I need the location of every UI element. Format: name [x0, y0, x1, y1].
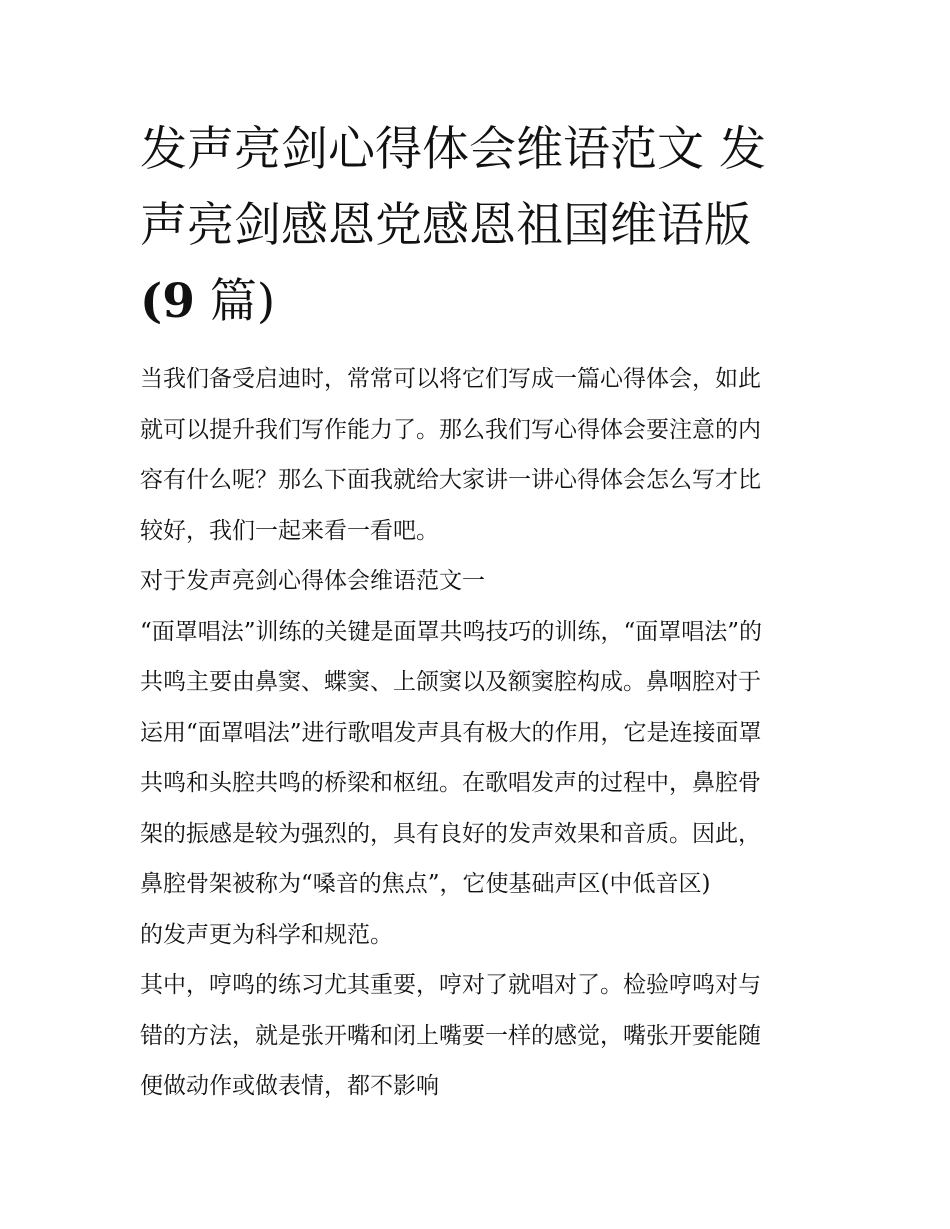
body-line: 架的振感是较为强烈的，具有良好的发声效果和音质。因此， [140, 820, 761, 847]
intro-line: 较好，我们一起来看一看吧。 [140, 517, 439, 544]
title-count: (9 [140, 274, 195, 329]
intro-line: 当我们备受启迪时，常常可以将它们写成一篇心得体会，如此 [140, 366, 761, 392]
body-paragraph-1 [140, 607, 820, 961]
body-line: “面罩唱法”训练的关键是面罩共鸣技巧的训练，“面罩唱法”的 [140, 618, 763, 645]
body-line: 共鸣和头腔共鸣的桥梁和枢纽。在歌唱发声的过程中，鼻腔骨 [140, 770, 761, 796]
body-line: 其中，哼鸣的练习尤其重要，哼对了就唱对了。检验哼鸣对与 [140, 972, 761, 998]
document-page [140, 112, 820, 1112]
intro-line: 容有什么呢？那么下面我就给大家讲一讲心得体会怎么写才比 [140, 467, 761, 493]
body-line: 的发声更为科学和规范。 [140, 921, 393, 948]
body-line: 鼻腔骨架被称为“嗓音的焦点”，它使基础声区(中低音区) [140, 871, 711, 897]
intro-line: 就可以提升我们写作能力了。那么我们写心得体会要注意的内 [140, 416, 761, 443]
body-line: 共鸣主要由鼻窦、蝶窦、上颌窦以及额窦腔构成。鼻咽腔对于 [140, 669, 761, 695]
title-line-2: 声亮剑感恩党感恩祖国维语版 [140, 198, 751, 253]
body-line: 运用“面罩唱法”进行歌唱发声具有极大的作用，它是连接面罩 [140, 719, 762, 746]
title-line-1: 发声亮剑心得体会维语范文 发 [140, 122, 766, 177]
title-count-unit: 篇) [194, 274, 276, 329]
section-heading: 对于发声亮剑心得体会维语范文一 [140, 568, 485, 594]
body-line: 错的方法，就是张开嘴和闭上嘴要一样的感觉，嘴张开要能随 [140, 1022, 761, 1049]
intro-paragraph [140, 354, 820, 556]
body-paragraph-2 [140, 960, 820, 1112]
body-line: 便做动作或做表情，都不影响 [140, 1073, 439, 1099]
document-title [140, 112, 820, 340]
